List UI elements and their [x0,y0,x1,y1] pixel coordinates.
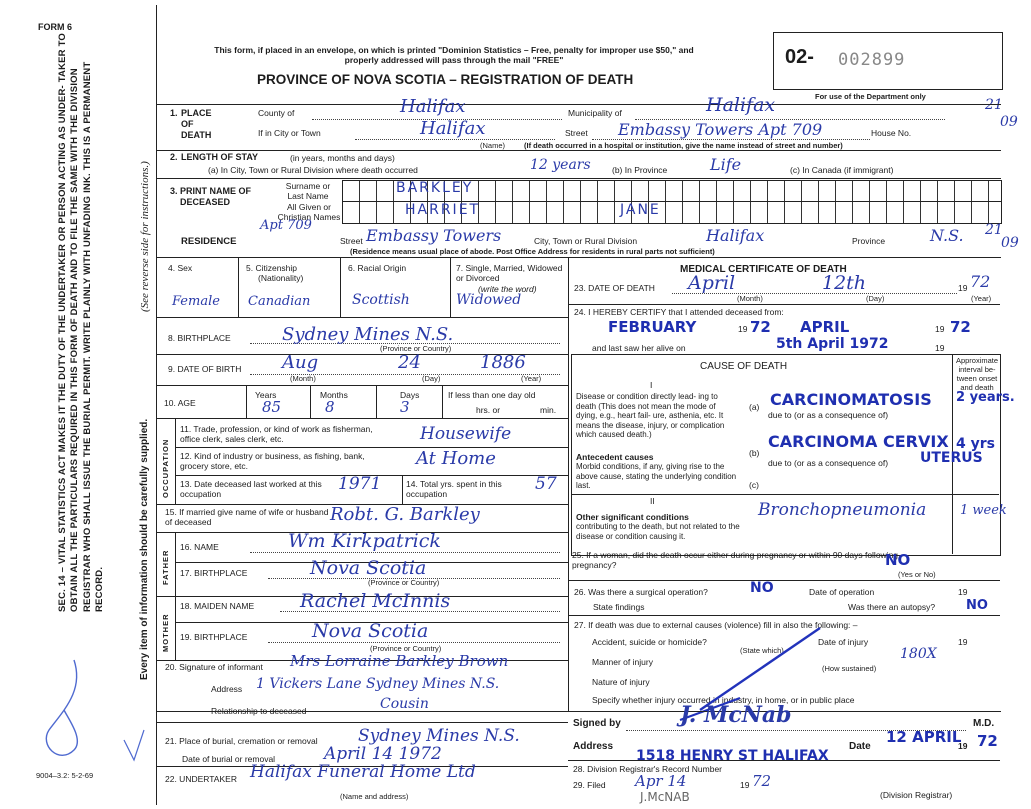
reg-number: 002899 [838,50,906,70]
stay-sub: (in years, months and days) [290,153,395,163]
form-number: FORM 6 [38,22,73,32]
dob-label: 9. DATE OF BIRTH [168,364,242,374]
accident-label: Accident, suicide or homicide? [592,637,707,647]
birthplace-sub: (Province or Country) [380,344,452,353]
year-sub: (Year) [971,294,992,303]
street-value: Embassy Towers Apt 709 [618,120,823,139]
division-registrar-label: (Division Registrar) [880,790,953,800]
hospital-note: (If death occurred in a hospital or institution, give the name instead of street and number) [524,141,843,150]
burial-date-label: Date of burial or removal [182,754,276,764]
month-sub: (Month) [290,374,316,383]
informant-sig-label: 20. Signature of informant [165,662,263,672]
stay-b-label: (b) In Province [612,165,668,175]
racial-value: Scottish [352,292,410,308]
house-label: House No. [871,128,912,138]
op-date-label: Date of operation [809,587,875,597]
other-conditions-label: Other significant conditions [576,512,689,522]
dept-code: 09 [1000,114,1018,130]
mother-birth-value: Nova Scotia [312,620,429,642]
yr-prefix: 19 [738,324,748,334]
dept-code: 21 [985,222,1003,238]
attended-from-yr: 72 [750,318,771,336]
part-one: I [650,380,653,390]
manner-value: 180X [900,646,937,662]
informant-sig-value: Mrs Lorraine Barkley Brown [290,652,509,670]
specify-label: Specify whether injury occurred in industry, in home, or in public place [592,695,855,705]
street-label: Street [565,128,588,138]
industry-value: At Home [416,448,496,469]
age-years: 85 [262,398,282,416]
pregnancy-answer: NO [885,551,911,569]
physician-signature: J. McNab [680,702,792,728]
informant-addr-value: 1 Vickers Lane Sydney Mines N.S. [256,676,500,692]
dob-year: 1886 [480,352,526,373]
stay-a-value: 12 years [530,157,591,173]
prov-country-sub: (Province or Country) [368,578,440,587]
cause-b-value: CARCINOMA CERVIX [768,432,949,451]
birthplace-value: Sydney Mines N.S. [282,324,454,345]
burial-value: Sydney Mines N.S. [358,726,520,746]
date-of-death-label: 23. DATE OF DEATH [574,283,655,293]
residence-label: RESIDENCE [181,236,237,247]
part-two: II [650,496,655,506]
md-label: M.D. [973,718,995,729]
citizenship-label: 5. Citizenship [246,263,298,273]
physician-addr-value: 1518 HENRY ST HALIFAX [636,748,829,764]
nationality-sub: (Nationality) [258,273,304,283]
attended-to-month: APRIL [800,318,850,336]
city-label: If in City or Town [258,128,321,138]
place-of-death-label: PLACE OF DEATH [181,108,212,140]
attended-from-month: FEBRUARY [608,318,697,336]
dob-day: 24 [398,352,421,373]
dept-code: 21 [985,97,1003,113]
due-to-a: due to (or as a consequence of) [768,410,889,420]
undertaker-sub: (Name and address) [340,792,409,801]
operation-question: 26. Was there a surgical operation? [574,587,708,597]
mother-maiden-label: 18. MAIDEN NAME [180,601,255,611]
dept-code: 09 [1001,235,1019,251]
attended-to-yr: 72 [950,318,971,336]
surname-label: Surname or Last Name [285,181,331,201]
last-saw-label: and last saw her alive on [592,343,686,353]
relationship-value: Cousin [380,696,429,712]
hrs-label: hrs. or [476,405,501,415]
month-sub: (Month) [737,294,763,303]
stay-a-label: (a) In City, Town or Rural Division where death occurred [208,165,418,175]
given-label: All Given or Christian Names [277,202,341,222]
marital-value: Widowed [456,292,522,308]
statute-text: SEC. 14 – VITAL STATISTICS ACT MAKES IT THE DUTY OF THE UNDERTAKER OR PERSON ACTING AS UNDER- TAKER TO OBTAIN ALL THE PARTICULARS REQUIRED IN THIS FORM OF DEATH AND TO FILE THE SAME WITH THE DIVISION REGISTRAR WHO SHALL ISSUE THE BURIAL PERMIT. WRITE PLAINLY WITH UNFADING INK. THIS IS A PERMANENT RECORD. [57,33,105,612]
marital-sub: (write the word) [478,284,537,294]
cause-b-interval: 4 yrs [956,436,995,452]
surname-value: BARKLEY [396,180,474,196]
county-label: County of [258,108,295,118]
operation-answer: NO [750,580,774,596]
yr-prefix: 19 [958,587,968,597]
county-value: Halifax [400,96,466,117]
careful-note: Every item of information should be carefully supplied. [139,418,150,680]
age-days: 3 [400,398,410,416]
yr-prefix: 19 [935,324,945,334]
autopsy-answer: NO [966,598,988,613]
sex-label: 4. Sex [168,263,193,273]
dept-use-label: For use of the Department only [815,92,926,101]
mother-maiden-value: Rachel McInnis [300,590,451,612]
death-day: 12th [822,272,867,294]
res-city-label: City, Town or Rural Division [534,236,638,246]
signed-by-label: Signed by [573,718,621,729]
name-sub-label: (Name) [480,141,506,150]
yes-no-sub: (Yes or No) [898,570,936,579]
yr-prefix: 19 [958,637,968,647]
certify-label: 24. I HEREBY CERTIFY that I attended deceased from: [574,307,784,317]
death-yr: 72 [970,272,991,291]
margin-scribble-icon [14,650,154,780]
municipality-value: Halifax [706,94,776,116]
yr-prefix: 19 [935,343,945,353]
print-name-label: PRINT NAME OF DECEASED [180,186,251,207]
stay-c-label: (c) In Canada (if immigrant) [790,165,894,175]
res-prov-value: N.S. [930,226,964,245]
father-birth-label: 17. BIRTHPLACE [180,568,248,578]
res-prov-label: Province [852,236,886,246]
how-sustained-sub: (How sustained) [822,664,877,673]
immediate-cause-label: Disease or condition directly lead- ing to death (This does not mean the mode of dying, e.g., heart fail- ure, asthenia, etc. It means the disease, injury, or complication which caused death.) [576,392,725,439]
informant-addr-label: Address [211,684,243,694]
age-label: 10. AGE [164,398,196,408]
father-name-value: Wm Kirkpatrick [288,530,441,552]
antecedent-label: Antecedent causes [576,452,654,462]
external-cause-label: 27. If death was due to external causes (violence) fill in also the following: – [574,620,858,630]
cause-a-interval: 2 years. [956,390,1015,405]
burial-date-value: April 14 1972 [324,744,442,764]
last-saw-value: 5th April 1972 [776,336,889,352]
given-name-2: JANE [620,202,661,218]
last-worked-label: 13. Date deceased last worked at this occupation [180,479,322,499]
marital-label: 7. Single, Married, Widowed or Divorced [456,263,563,283]
other-conditions-interval: 1 week [960,503,1007,518]
stay-b-value: Life [710,155,742,174]
mother-birth-label: 19. BIRTHPLACE [180,632,248,642]
res-city-value: Halifax [706,226,765,245]
res-street-label: Street [340,236,363,246]
age-months: 8 [325,398,335,416]
due-to-b: due to (or as a consequence of) [768,458,889,468]
line-a: (a) [749,402,760,412]
burial-label: 21. Place of burial, cremation or removal [165,736,318,746]
length-of-stay-label: LENGTH OF STAY [181,152,259,162]
father-birth-value: Nova Scotia [310,557,427,579]
pregnancy-question: 25. If a woman, did the death occur either during pregnancy or within 90 days following pregnancy? [572,550,899,570]
relationship-label: Relationship to deceased [211,706,307,716]
yr-prefix: 19 [958,741,968,751]
occupation-side-label: OCCUPATION [161,438,170,498]
trade-label: 11. Trade, profession, or kind of work as fisherman, office clerk, sales clerk, etc. [180,424,373,444]
cert-date-value: 12 APRIL [886,728,962,746]
spouse-label: 15. If married give name of wife or husband of deceased [165,507,329,527]
registrar-record-label: 28. Division Registrar's Record Number [573,764,723,774]
state-which-sub: (State which) [740,646,784,655]
undertaker-label: 22. UNDERTAKER [165,774,237,784]
residence-note: (Residence means usual place of abode. Post Office Address for residents in rural parts not sufficient) [350,247,715,256]
spouse-value: Robt. G. Barkley [330,504,480,525]
cause-b-value-2: UTERUS [920,450,983,466]
other-conditions-value: Bronchopneumonia [758,500,927,520]
reg-prefix: 02- [785,46,814,68]
total-years-label: 14. Total yrs. spent in this occupation [406,479,502,499]
physician-addr-label: Address [573,741,614,752]
father-name-label: 16. NAME [180,542,219,552]
industry-label: 12. Kind of industry or business, as fishing, bank, grocery store, etc. [180,451,365,471]
res-street-value: Embassy Towers [366,226,502,245]
months-label: Months [320,390,348,400]
approx-interval-label: Approximate interval be- tween onset and death [955,356,999,392]
registrar-signature: J.McNAB [640,790,690,804]
dob-month: Aug [282,352,319,373]
injury-date-label: Date of injury [818,637,869,647]
form-title: PROVINCE OF NOVA SCOTIA – REGISTRATION OF DEATH [257,72,634,87]
filed-yr: 72 [752,772,772,790]
undertaker-value: Halifax Funeral Home Ltd [250,762,476,782]
envelope-note: This form, if placed in an envelope, on which is printed "Dominion Statistics – Free, penalty for improper use $50," and properly addressed will pass through the mail "FREE" [214,45,694,65]
days-label: Days [400,390,420,400]
cause-a-value: CARCINOMATOSIS [770,390,932,409]
cause-title: CAUSE OF DEATH [700,361,788,372]
findings-label: State findings [593,602,645,612]
cert-date-yr: 72 [977,732,998,750]
prov-country-sub: (Province or Country) [370,644,442,653]
sex-value: Female [172,294,220,309]
death-month: April [688,272,736,294]
last-worked-value: 1971 [338,474,382,494]
item-number: 1. [170,108,178,118]
racial-label: 6. Racial Origin [348,263,407,273]
form-code: 9004–3.2: 5-2-69 [36,771,94,780]
item-number: 2. [170,152,178,162]
manner-label: Manner of injury [592,657,653,667]
filed-value: Apr 14 [635,772,687,790]
birthplace-label: 8. BIRTHPLACE [168,333,231,343]
other-conditions-sub: contributing to the death, but not related to the disease or condition causing it. [576,522,740,541]
residence-apt: Apt 709 [260,218,312,233]
autopsy-question: Was there an autopsy? [848,602,936,612]
years-label: Years [255,390,277,400]
reverse-note: (See reverse side for instructions.) [139,161,151,312]
mother-side-label: MOTHER [161,613,170,652]
min-label: min. [540,405,557,415]
day-sub: (Day) [866,294,885,303]
death-yr-prefix: 19 [958,283,968,293]
line-c: (c) [749,480,759,490]
yr-prefix: 19 [740,780,750,790]
line-b: (b) [749,448,760,458]
less-day-label: If less than one day old [448,390,536,400]
nature-label: Nature of injury [592,677,650,687]
day-sub: (Day) [422,374,441,383]
medical-cert-title: MEDICAL CERTIFICATE OF DEATH [680,264,847,275]
trade-value: Housewife [420,424,512,444]
antecedent-sub: Morbid conditions, if any, giving rise to the above cause, stating the underlying condition last. [576,462,737,490]
total-years-value: 57 [535,474,557,494]
father-side-label: FATHER [161,549,170,585]
municipality-label: Municipality of [568,108,622,118]
given-name-1: HARRIET [405,202,481,218]
filed-label: 29. Filed [573,780,606,790]
item-number: 3. [170,186,178,196]
year-sub: (Year) [521,374,542,383]
city-value: Halifax [420,118,486,139]
cert-date-label: Date [849,741,871,752]
citizenship-value: Canadian [248,294,311,309]
